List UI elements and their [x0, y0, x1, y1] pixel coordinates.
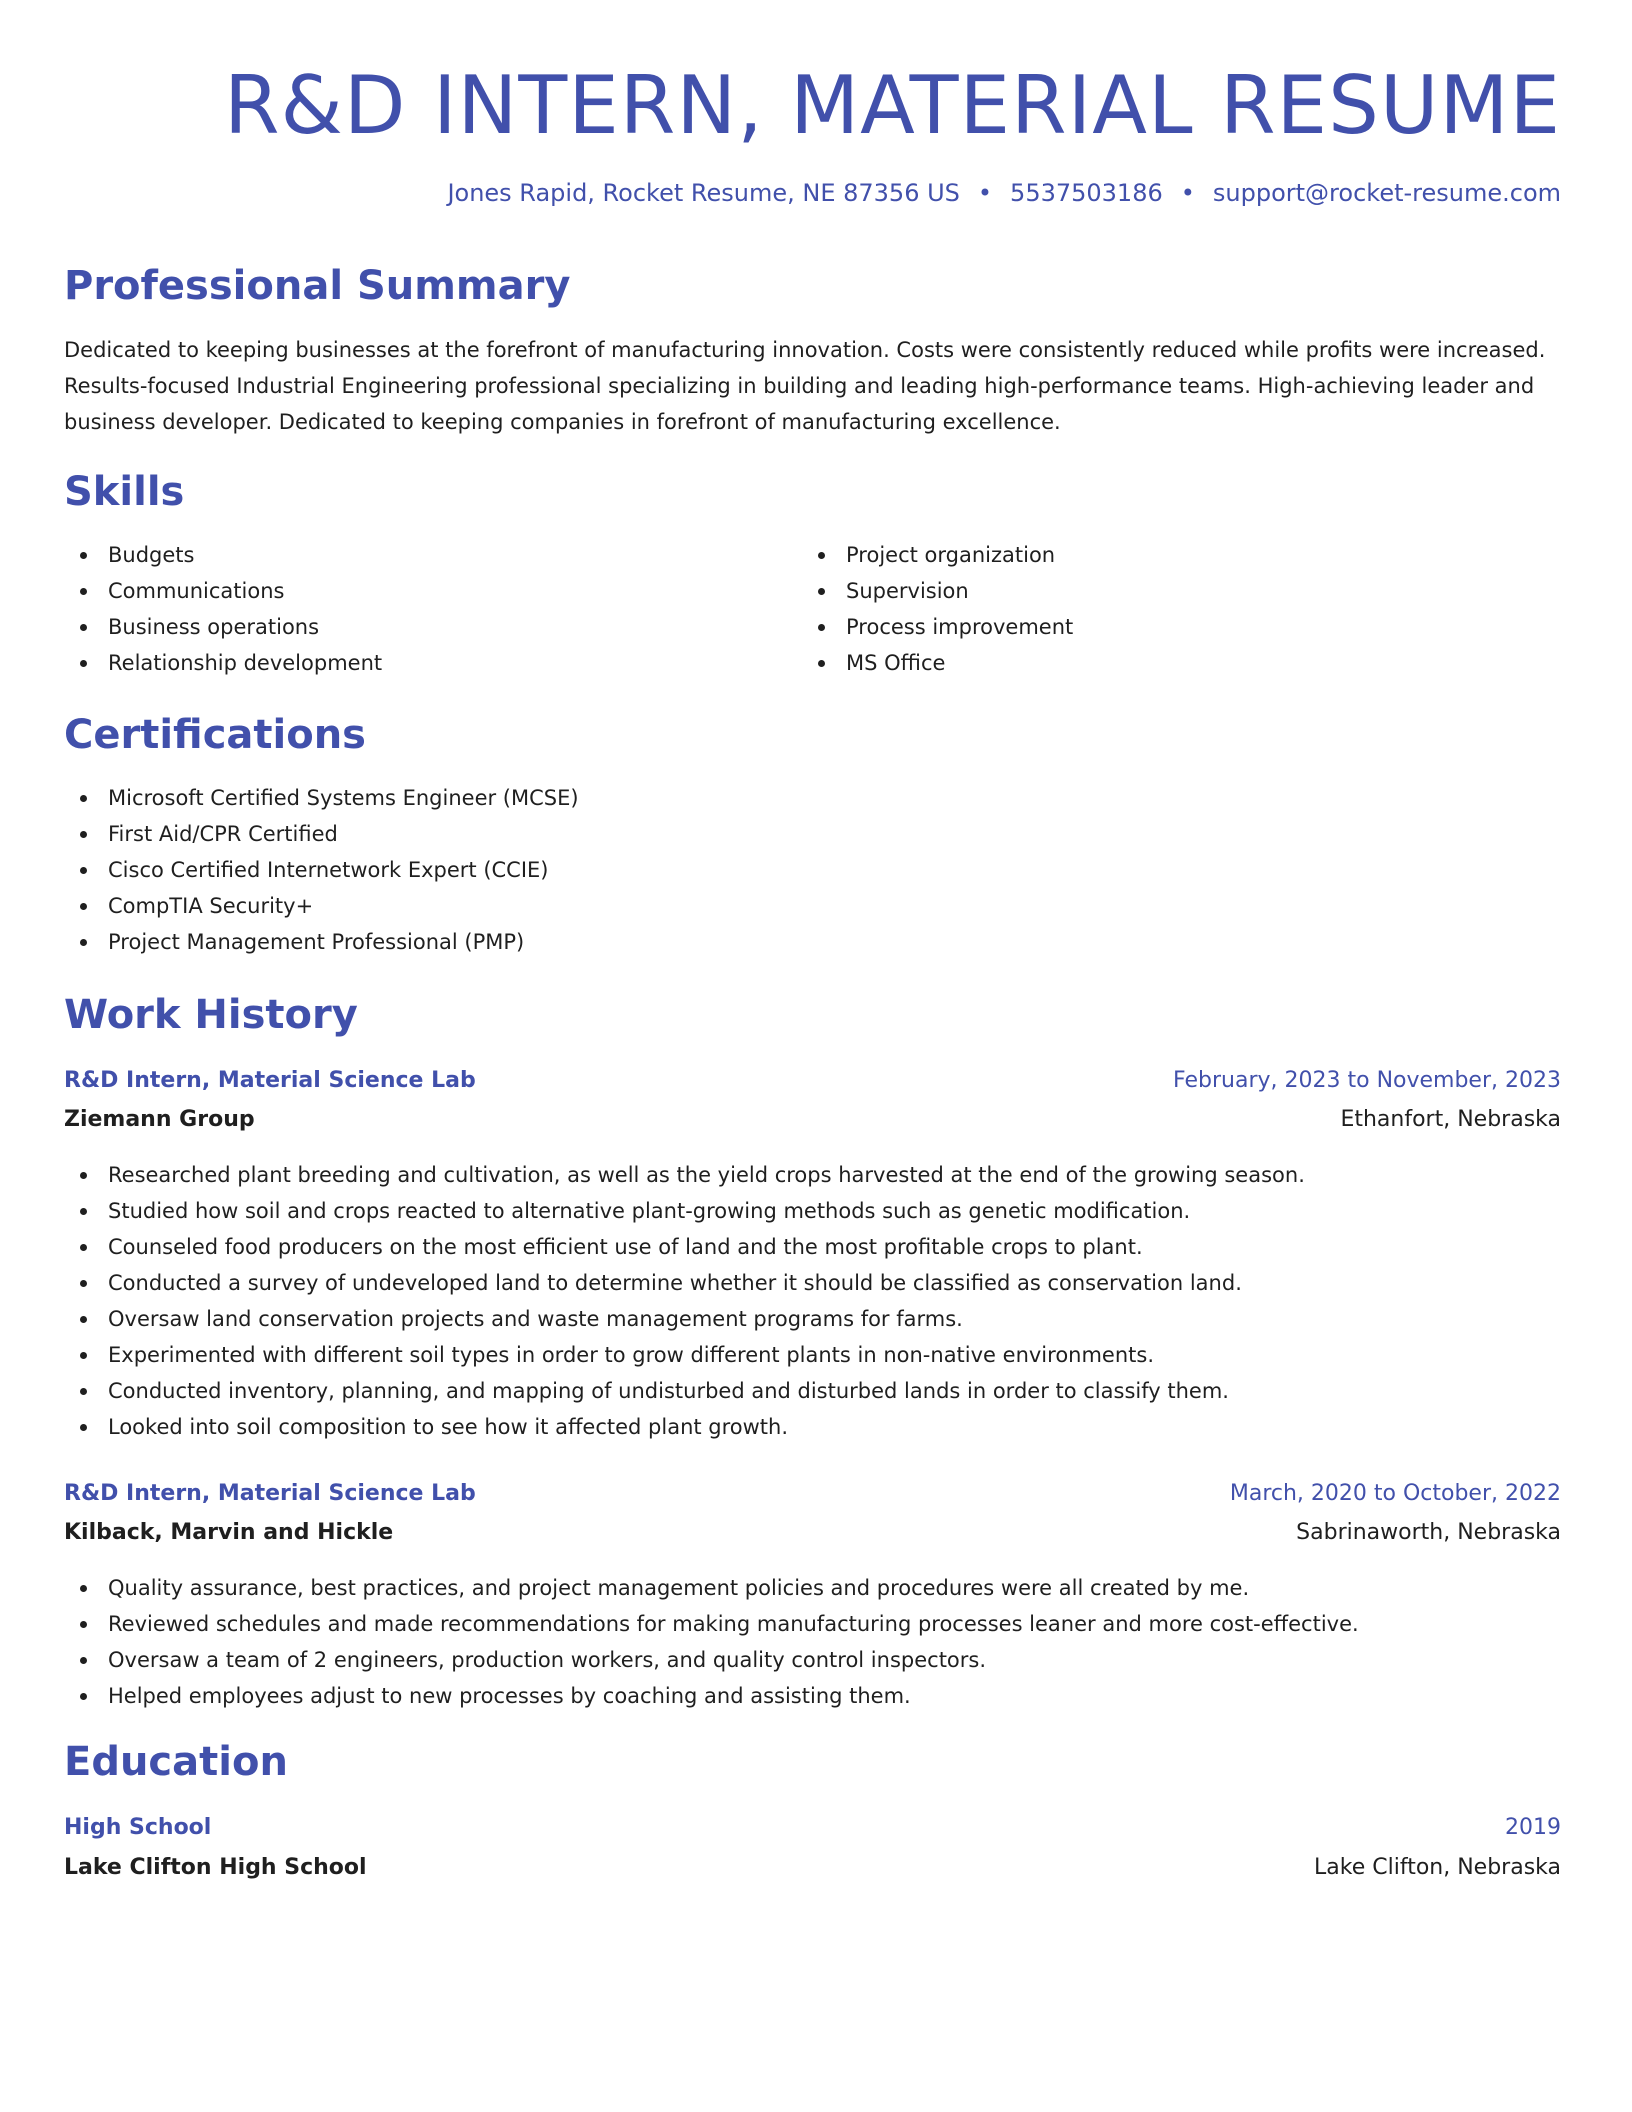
skill-item: Supervision — [802, 573, 1073, 609]
certification-item: Microsoft Certified Systems Engineer (MCSE) — [64, 780, 579, 816]
job-bullet: Researched plant breeding and cultivation, as well as the yield crops harvested at the end of the growing season. — [64, 1157, 1305, 1193]
job-bullet: Quality assurance, best practices, and project management policies and procedures were all created by me. — [64, 1570, 1359, 1606]
job-2-title-row — [64, 1477, 1561, 1511]
skill-item: Budgets — [64, 537, 382, 573]
education-school: Lake Clifton High School — [64, 1855, 367, 1880]
work-history-heading: Work History — [64, 992, 358, 1038]
skills-list-right — [802, 537, 1073, 681]
resume-name: R&D INTERN, MATERIAL RESUME — [223, 59, 1561, 152]
education-degree-row — [64, 1811, 1561, 1845]
job-bullet: Oversaw a team of 2 engineers, production workers, and quality control inspectors. — [64, 1642, 1359, 1678]
phone: 5537503186 — [1010, 179, 1163, 207]
certifications-list — [64, 780, 579, 960]
job-bullet: Reviewed schedules and made recommendations for making manufacturing processes leaner and more cost-effective. — [64, 1606, 1359, 1642]
skill-item: Project organization — [802, 537, 1073, 573]
job-location: Ethanfort, Nebraska — [1340, 1107, 1561, 1132]
education-heading: Education — [64, 1739, 288, 1785]
certification-item: Project Management Professional (PMP) — [64, 924, 579, 960]
job-2-company-row — [64, 1516, 1561, 1550]
skill-item: MS Office — [802, 645, 1073, 681]
job-bullet: Counseled food producers on the most efficient use of land and the most profitable crops to plant. — [64, 1229, 1305, 1265]
job-bullet: Studied how soil and crops reacted to alternative plant-growing methods such as genetic modification. — [64, 1193, 1305, 1229]
skills-list-left — [64, 537, 382, 681]
job-1-bullets — [64, 1157, 1305, 1445]
job-title: R&D Intern, Material Science Lab — [64, 1068, 476, 1093]
education-degree: High School — [64, 1815, 212, 1840]
separator-2: • — [1180, 179, 1195, 207]
skill-item: Process improvement — [802, 609, 1073, 645]
job-dates: March, 2020 to October, 2022 — [1229, 1481, 1561, 1506]
resume-page — [64, 0, 1561, 1880]
certification-item: CompTIA Security+ — [64, 888, 579, 924]
job-1-company-row — [64, 1103, 1561, 1137]
job-title: R&D Intern, Material Science Lab — [64, 1481, 476, 1506]
certification-item: First Aid/CPR Certified — [64, 816, 579, 852]
summary-line: Results-focused Industrial Engineering professional specializing in building and leading high-performance teams. High-achieving leader and — [64, 374, 1535, 398]
job-bullet: Oversaw land conservation projects and waste management programs for farms. — [64, 1301, 1305, 1337]
education-year: 2019 — [1505, 1815, 1561, 1840]
job-bullet: Helped employees adjust to new processes by coaching and assisting them. — [64, 1678, 1359, 1714]
summary-line: Dedicated to keeping businesses at the forefront of manufacturing innovation. Costs were consistently reduced while profits were increased. — [64, 338, 1546, 362]
certification-item: Cisco Certified Internetwork Expert (CCIE) — [64, 852, 579, 888]
job-1-title-row — [64, 1064, 1561, 1098]
certifications-heading: Certifications — [64, 712, 366, 758]
job-company: Kilback, Marvin and Hickle — [64, 1520, 394, 1545]
job-bullet: Looked into soil composition to see how it affected plant growth. — [64, 1409, 1305, 1445]
contact-line — [447, 178, 1561, 208]
job-location: Sabrinaworth, Nebraska — [1296, 1520, 1561, 1545]
job-2-bullets — [64, 1570, 1359, 1714]
summary-text — [64, 332, 1561, 440]
summary-heading: Professional Summary — [64, 263, 571, 309]
skill-item: Communications — [64, 573, 382, 609]
education-school-row — [64, 1851, 1561, 1885]
address: Jones Rapid, Rocket Resume, NE 87356 US — [447, 179, 960, 207]
education-location: Lake Clifton, Nebraska — [1314, 1855, 1561, 1880]
job-bullet: Experimented with different soil types in order to grow different plants in non-native environments. — [64, 1337, 1305, 1373]
job-company: Ziemann Group — [64, 1107, 255, 1132]
skill-item: Business operations — [64, 609, 382, 645]
job-bullet: Conducted a survey of undeveloped land to determine whether it should be classified as conservation land. — [64, 1265, 1305, 1301]
job-bullet: Conducted inventory, planning, and mapping of undisturbed and disturbed lands in order to classify them. — [64, 1373, 1305, 1409]
skill-item: Relationship development — [64, 645, 382, 681]
email-link[interactable]: support@rocket-resume.com — [1212, 179, 1561, 207]
skills-heading: Skills — [64, 469, 185, 515]
summary-line: business developer. Dedicated to keeping companies in forefront of manufacturing excellence. — [64, 410, 1061, 434]
separator-1: • — [977, 179, 993, 207]
job-dates: February, 2023 to November, 2023 — [1173, 1068, 1561, 1093]
